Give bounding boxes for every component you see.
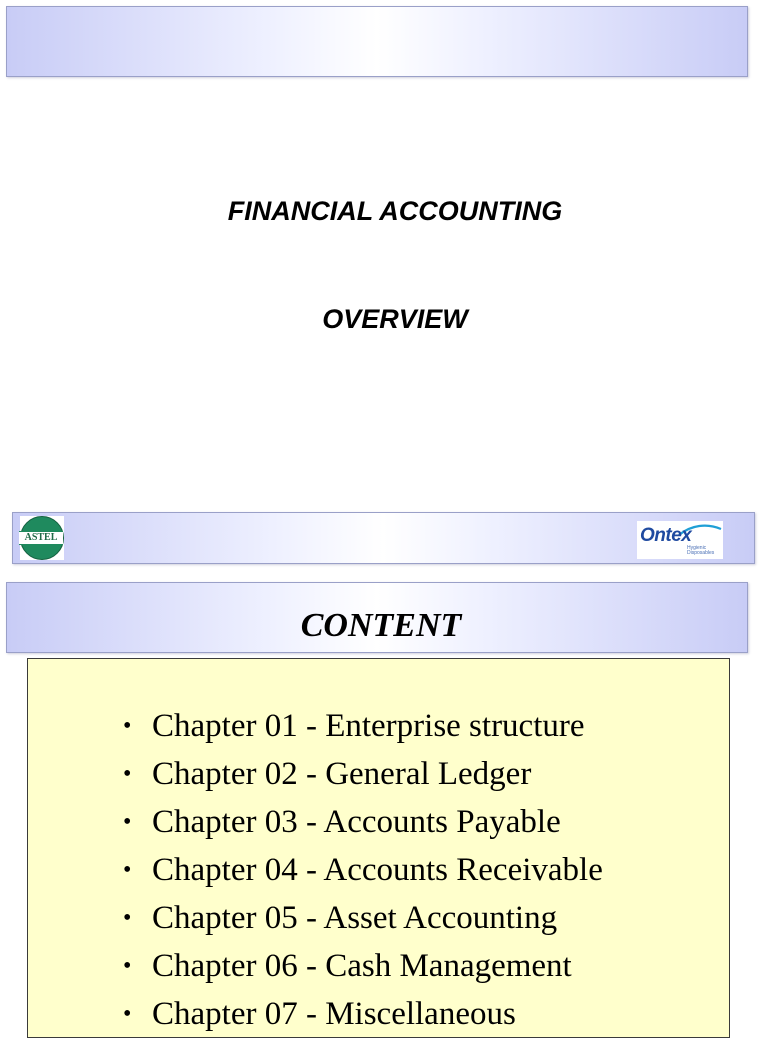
chapter-list xyxy=(123,702,603,1038)
chapter-label: Chapter 01 - Enterprise structure xyxy=(152,708,585,744)
bullet-icon: • xyxy=(123,905,132,931)
slide-title: FINANCIAL ACCOUNTING xyxy=(227,196,563,226)
ontex-tagline-line-1: Hygienic xyxy=(687,545,707,551)
chapter-label: Chapter 07 - Miscellaneous xyxy=(152,996,516,1032)
chapter-list-box xyxy=(27,658,730,1038)
chapter-label: Chapter 03 - Accounts Payable xyxy=(152,804,561,840)
slide-subtitle: OVERVIEW xyxy=(322,304,468,334)
bullet-icon: • xyxy=(123,713,132,739)
chapter-label: Chapter 02 - General Ledger xyxy=(152,756,532,792)
chapter-label: Chapter 04 - Accounts Receivable xyxy=(152,852,603,888)
chapter-label: Chapter 05 - Asset Accounting xyxy=(152,900,558,936)
bullet-icon: • xyxy=(123,857,132,883)
bullet-icon: • xyxy=(123,761,132,787)
ontex-logo-tagline xyxy=(687,546,714,556)
chapter-list-item xyxy=(123,846,603,894)
header-band xyxy=(6,6,748,77)
ontex-logo-text: Ontex xyxy=(640,525,692,546)
chapter-list-item xyxy=(123,990,603,1038)
chapter-list-item xyxy=(123,702,603,750)
bullet-icon: • xyxy=(123,809,132,835)
chapter-list-item xyxy=(123,750,603,798)
bullet-icon: • xyxy=(123,953,132,979)
astel-logo xyxy=(20,516,64,560)
chapter-label: Chapter 06 - Cash Management xyxy=(152,948,572,984)
ontex-logo xyxy=(637,521,723,559)
bullet-icon: • xyxy=(123,1001,132,1027)
astel-logo-text: ASTEL xyxy=(19,531,63,545)
chapter-list-item xyxy=(123,894,603,942)
astel-logo-disc xyxy=(20,516,64,560)
content-heading: CONTENT xyxy=(300,607,462,644)
ontex-tagline-line-2: Disposables xyxy=(687,550,715,556)
chapter-list-item xyxy=(123,798,603,846)
chapter-list-item xyxy=(123,942,603,990)
